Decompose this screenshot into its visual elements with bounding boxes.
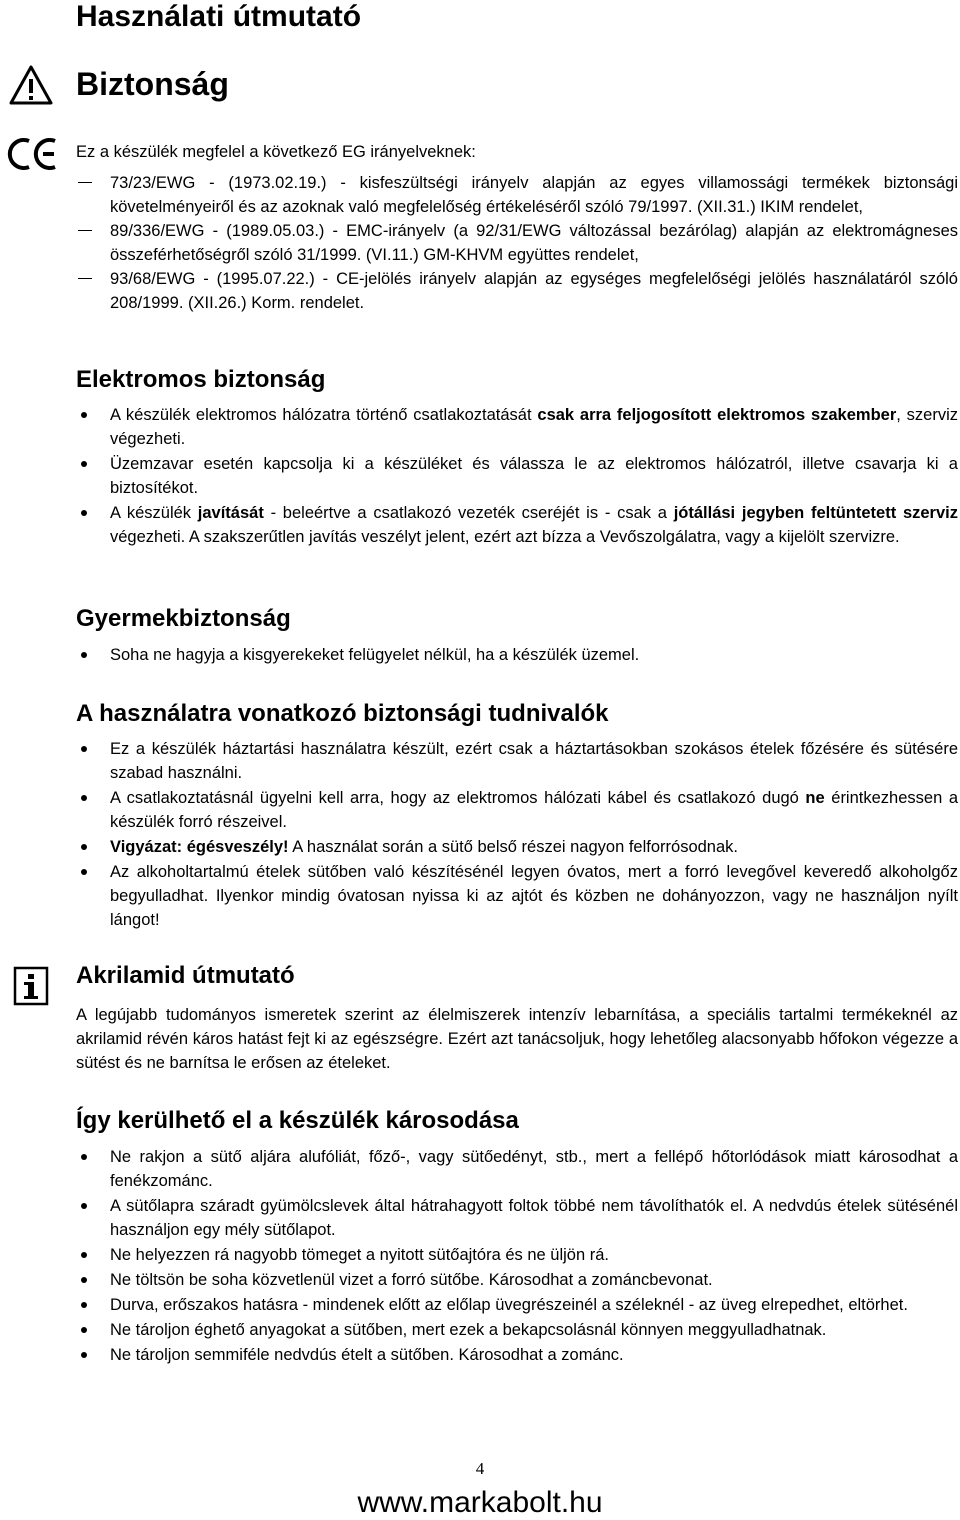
- child-safety-list: [0, 643, 960, 668]
- child-safety-title: Gyermekbiztonság: [76, 605, 291, 632]
- list-item: Az alkoholtartalmú ételek sütőben való készítésénél legyen óvatos, mert a forró levegővel keveredő alkoholgőz begyulladhat. Ilyenkor mindig óvatosan nyissa ki az ajtót és közben ne dohányozzon, vagy ne használjon nyílt lángot!: [0, 860, 958, 932]
- list-item: Ez a készülék háztartási használatra készült, ezért csak a háztartásokban szokásos ételek főzésére és sütésére szabad használni.: [0, 737, 958, 785]
- safety-title: Biztonság: [76, 66, 229, 102]
- warning-icon: [8, 64, 54, 111]
- electrical-safety-list: [0, 403, 960, 550]
- list-item: A sütőlapra száradt gyümölcslevek által hátrahagyott foltok többé nem távolíthatók el. A nedvdús ételek sütésénél használjon egy mély sütőlapot.: [0, 1194, 958, 1242]
- list-item: Ne helyezzen rá nagyobb tömeget a nyitott sütőajtóra és ne üljön rá.: [0, 1243, 958, 1267]
- electrical-safety-title: Elektromos biztonság: [76, 366, 326, 393]
- page-number: 4: [475, 1459, 485, 1478]
- list-item: Ne tároljon éghető anyagokat a sütőben, mert ezek a bekapcsolásnál könnyen meggyulladhatnak.: [0, 1318, 958, 1342]
- page-title: Használati útmutató: [76, 0, 362, 33]
- list-item: Ne tároljon semmiféle nedvdús ételt a sütőben. Károsodhat a zománc.: [0, 1343, 958, 1367]
- list-item: Durva, erőszakos hatásra - mindenek előtt az előlap üvegrészeinél a széleknél - az üveg elrepedhet, eltörhet.: [0, 1293, 958, 1317]
- acrylamide-title: Akrilamid útmutató: [76, 962, 295, 989]
- acrylamide-text: A legújabb tudományos ismeretek szerint az élelmiszerek intenzív lebarnítása, a speciális tartalmi termékeknél az akrilamid révén káros hatást fejt ki az egészségre. Ezért azt tanácsoljuk, hogy lehetőleg alacsonyabb hőfokon végezze a sütést és ne barnítsa le erősen az ételeket.: [76, 1006, 958, 1072]
- damage-prevention-title: Így kerülhető el a készülék károsodása: [76, 1107, 519, 1134]
- list-item: Soha ne hagyja a kisgyerekeket felügyelet nélkül, ha a készülék üzemel.: [0, 643, 958, 667]
- list-item: Ne töltsön be soha közvetlenül vizet a forró sütőbe. Károsodhat a zománcbevonat.: [0, 1268, 958, 1292]
- directive-item: 89/336/EWG - (1989.05.03.) - EMC-irányelv (a 92/31/EWG változással bezárólag) alapján az elektromágneses összeférhetőségről szóló 31/1999. (VI.11.) GM-KHVM együttes rendelet,: [0, 219, 958, 267]
- usage-safety-list: [0, 737, 960, 933]
- info-icon: [13, 966, 49, 1011]
- list-item: Vigyázat: égésveszély! A használat során a sütő belső részei nagyon felforrósodnak.: [0, 835, 958, 859]
- usage-safety-title: A használatra vonatkozó biztonsági tudnivalók: [76, 700, 609, 727]
- directive-item: 73/23/EWG - (1973.02.19.) - kisfeszültségi irányelv alapján az egyes villamossági termékek biztonsági követelményeiről és az azoknak való megfelelőség értékeléséről szóló 79/1997. (XII.31.) IKIM rendelet,: [0, 171, 958, 219]
- footer-url: www.markabolt.hu: [357, 1486, 603, 1519]
- safety-intro: Ez a készülék megfelel a következő EG irányelveknek:: [76, 143, 476, 161]
- list-item: A készülék elektromos hálózatra történő csatlakoztatását csak arra feljogosított elektromos szakember, szerviz végezheti.: [0, 403, 958, 451]
- list-item: Ne rakjon a sütő aljára alufóliát, főző-, vagy sütőedényt, stb., mert a fellépő hőtorlódások miatt károsodhat a fenékzománc.: [0, 1145, 958, 1193]
- list-item: A készülék javítását - beleértve a csatlakozó vezeték cseréjét is - csak a jótállási jegyben feltüntetett szerviz végezheti. A szakszerűtlen javítás veszélyt jelent, ezért azt bízza a Vevőszolgálatra, vagy a kijelölt szervizre.: [0, 501, 958, 549]
- directive-list: [0, 171, 960, 315]
- list-item: A csatlakoztatásnál ügyelni kell arra, hogy az elektromos hálózati kábel és csatlakozó dugó ne érintkezhessen a készülék forró részeivel.: [0, 786, 958, 834]
- directive-item: 93/68/EWG - (1995.07.22.) - CE-jelölés irányelv alapján az egységes megfelelőségi jelölés használatáról szóló 208/1999. (XII.26.) Korm. rendelet.: [0, 267, 958, 315]
- damage-prevention-list: [0, 1145, 960, 1368]
- list-item: Üzemzavar esetén kapcsolja ki a készüléket és válassza le az elektromos hálózatról, illetve csavarja ki a biztosítékot.: [0, 452, 958, 500]
